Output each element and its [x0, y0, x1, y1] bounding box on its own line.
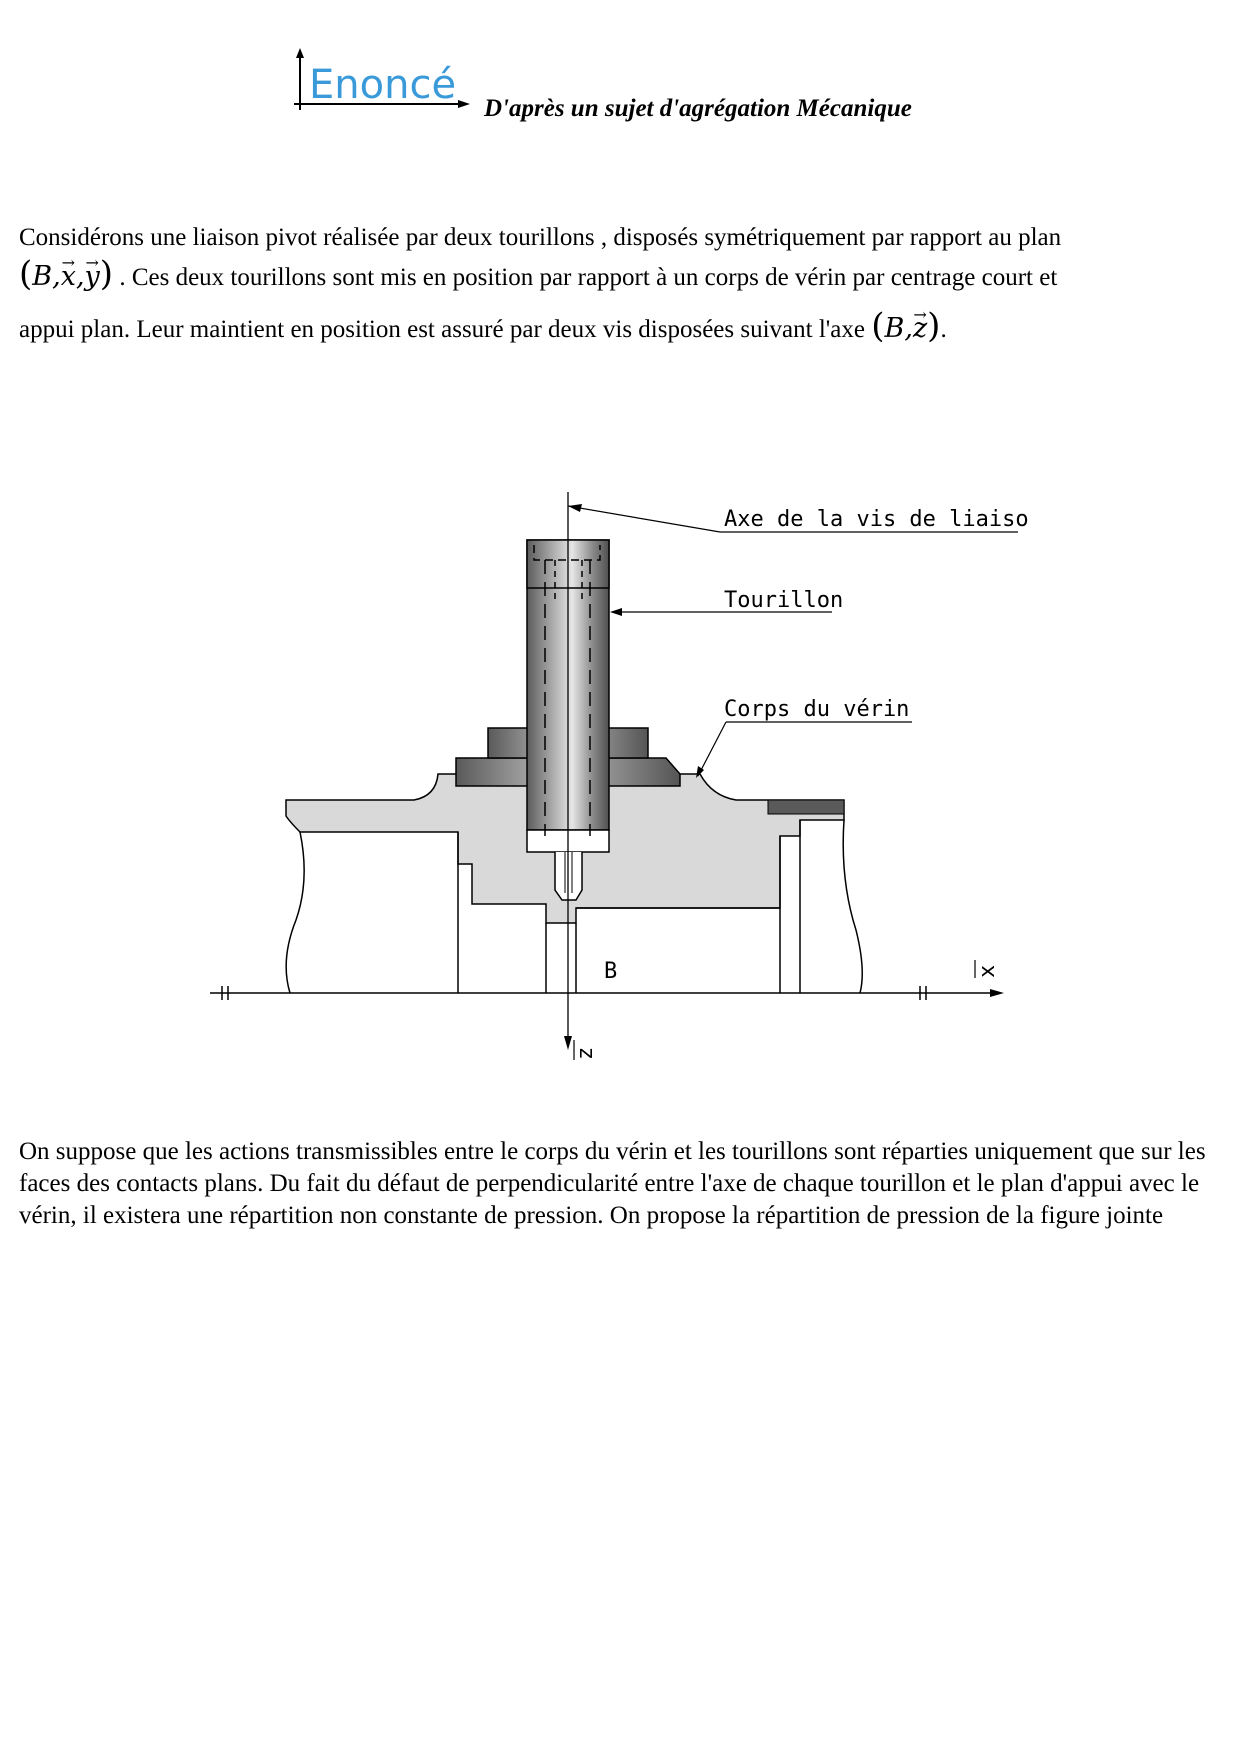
- plane-point-B: B: [32, 261, 53, 292]
- label-point-B: B: [604, 959, 618, 984]
- plane-vector-y: → y: [85, 261, 100, 293]
- plane-vector-x: → x: [61, 261, 76, 293]
- label-corps-verin: Corps du vérin: [724, 697, 910, 722]
- label-axe-vis: Axe de la vis de liaison: [724, 507, 1030, 532]
- label-tourillon: Tourillon: [724, 588, 844, 613]
- intro-text-2: . Ces deux tourillons sont mis en position par rapport à un corps de vérin par centrage court et: [119, 264, 1058, 291]
- pressure-paragraph: On suppose que les actions transmissibles entre le corps du vérin et les tourillons sont réparties uniquement que sur les faces des contacts plans. Du fait du défaut de perpendicularité entre l'axe de chaque tourillon et le plan d'appui avec le vérin, il existera une répartition non constante de pression. On propose la répartition de pression de la figure jointe: [19, 1138, 1206, 1229]
- z-arrow-head: [564, 1036, 572, 1050]
- document-subtitle: D'après un sujet d'agrégation Mécanique: [484, 95, 912, 122]
- x-arrow-head: [990, 989, 1004, 997]
- logo-text: Enoncé: [309, 62, 457, 108]
- intro-text-1: Considérons une liaison pivot réalisée par deux tourillons , disposés symétriquement par rapport au plan: [19, 224, 1062, 251]
- intro-text-3: appui plan. Leur maintient en position est assuré par deux vis disposées suivant l'axe: [19, 316, 865, 343]
- axis-point-B: B: [884, 313, 905, 344]
- label-axis-z: z: [573, 1046, 598, 1060]
- page-header: [292, 48, 992, 128]
- body-dark-strip: [768, 800, 844, 814]
- intro-text-4: .: [940, 316, 947, 343]
- tourillon-assembly-diagram: [200, 486, 1030, 1076]
- label-axis-x: x: [975, 964, 1000, 978]
- intro-paragraph: Considérons une liaison pivot réalisée par deux tourillons , disposés symétriquement par rapport au plan (B,→ x,→ y) . Ces deux tourillons sont mis en position par rapport à un corps de vérin par centrage court et appui plan. Leur maintient en position est assuré par deux vis disposées suivant l'axe (B,→ z).: [19, 222, 1219, 346]
- axis-vector-z: → z: [913, 313, 927, 345]
- enonce-logo: [292, 48, 472, 118]
- technical-drawing: [200, 486, 1030, 1076]
